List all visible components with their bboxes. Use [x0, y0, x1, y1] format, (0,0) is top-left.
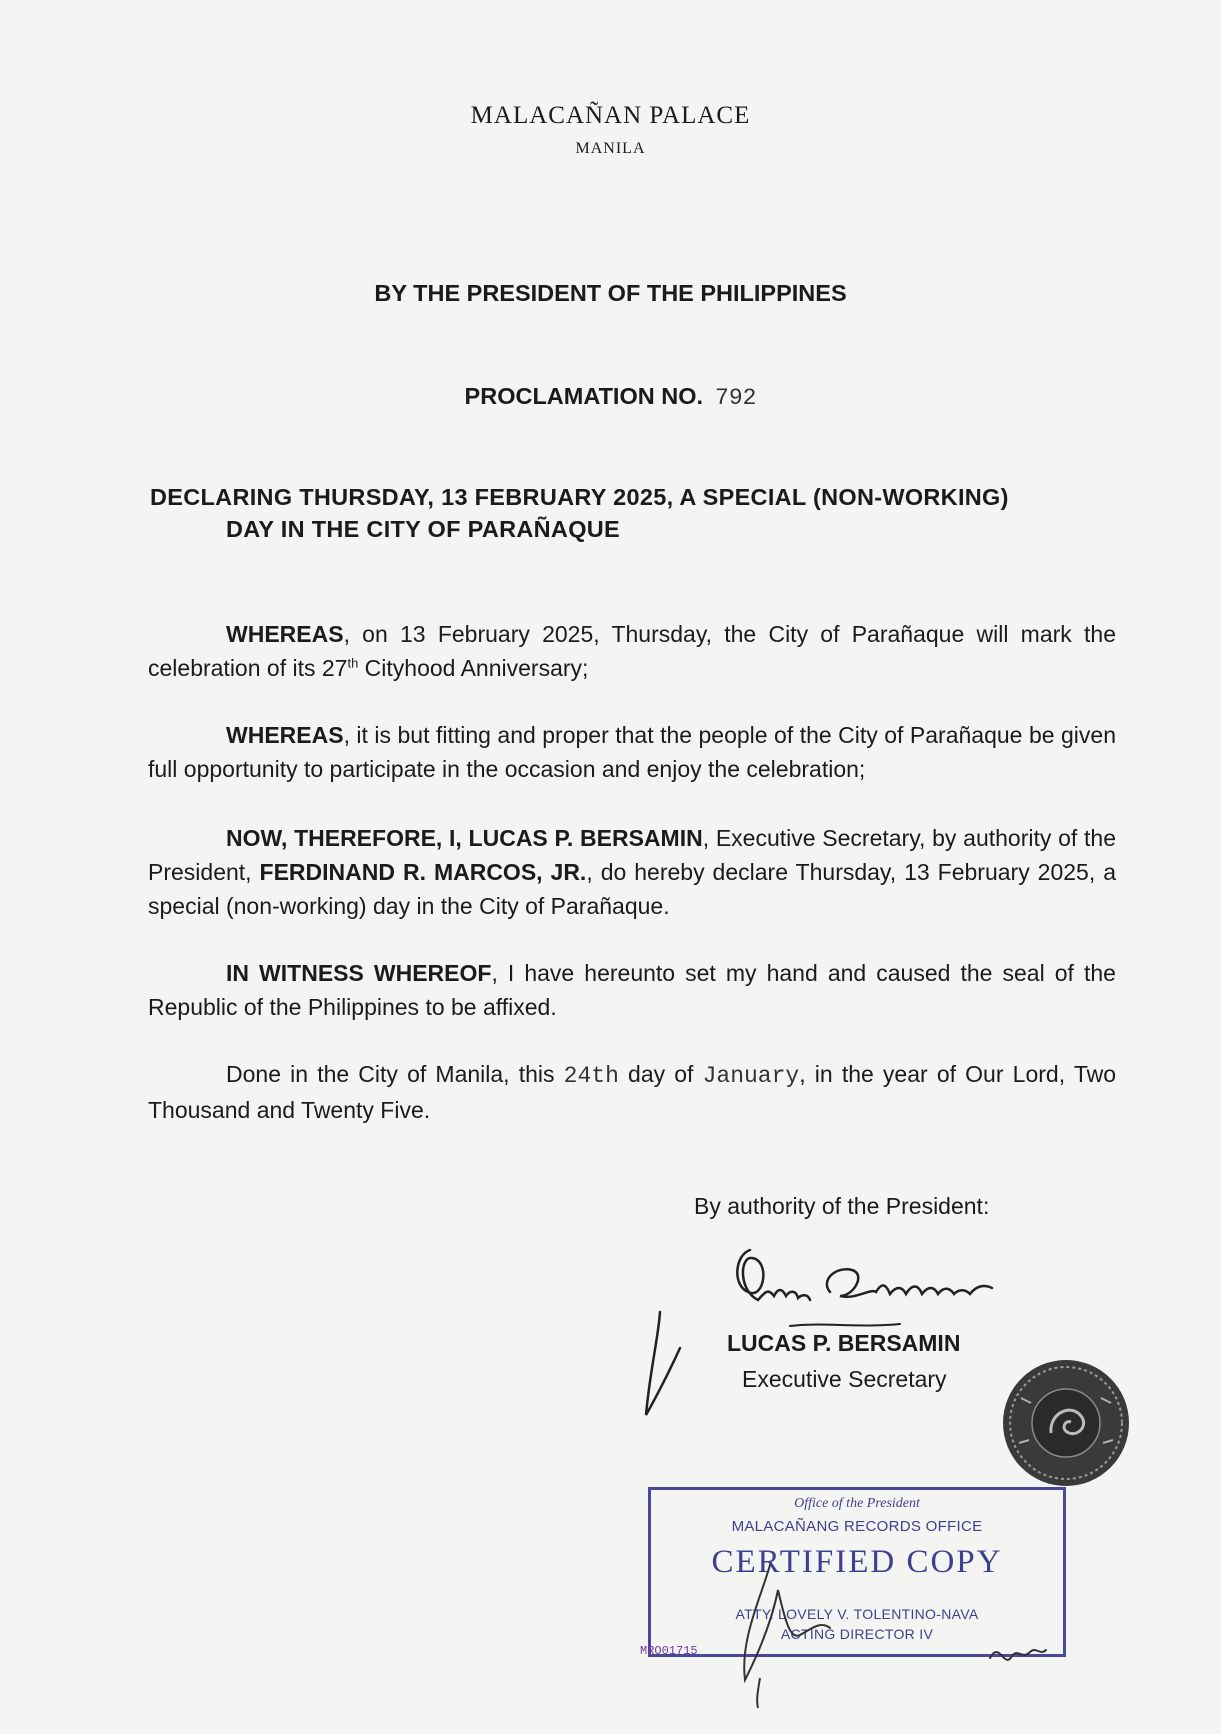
title-line-2: DAY IN THE CITY OF PARAÑAQUE [226, 516, 621, 542]
president-name: FERDINAND R. MARCOS, JR. [259, 859, 587, 885]
signatory-title: Executive Secretary [742, 1366, 947, 1392]
issuer-heading: BY THE PRESIDENT OF THE PHILIPPINES [374, 280, 847, 306]
stamp-certified-copy: CERTIFIED COPY [711, 1544, 1003, 1580]
proclamation-number-line [0, 383, 1221, 411]
stamp-officer-title: ACTING DIRECTOR IV [780, 1626, 934, 1642]
stamp-records-office: MALACAÑANG RECORDS OFFICE [731, 1518, 983, 1535]
witness-lead: IN WITNESS WHEREOF [226, 960, 492, 986]
paragraph-text: Cityhood Anniversary; [358, 655, 589, 681]
declarant-lead: NOW, THEREFORE, I, LUCAS P. BERSAMIN [226, 825, 703, 851]
ordinal-suffix: th [347, 655, 359, 671]
proclamation-number: 792 [715, 385, 757, 411]
signatory-name: LUCAS P. BERSAMIN [727, 1330, 961, 1356]
palace-heading: MALACAÑAN PALACE [470, 102, 751, 129]
title-line-1: DECLARING THURSDAY, 13 FEBRUARY 2025, A SPECIAL (NON-WORKING) [150, 484, 1009, 510]
whereas-lead: WHEREAS [226, 722, 344, 748]
stamp-signature [700, 1560, 1060, 1710]
paragraph-text: , do hereby declare Thursday, 13 February 2025, a special (non-working) day in the City of Parañaque. [148, 859, 1116, 919]
whereas-paragraph-2 [148, 718, 1116, 786]
month-value: January [702, 1063, 800, 1089]
now-therefore-paragraph [148, 821, 1116, 923]
whereas-lead: WHEREAS [226, 621, 344, 647]
paragraph-text: day of [618, 1061, 703, 1087]
stamp-officer: ATTY. LOVELY V. TOLENTINO-NAVA [735, 1606, 979, 1622]
paragraph-text: , it is but fitting and proper that the people of the City of Parañaque be given full opportunity to participate in the occasion and enjoy the celebration; [148, 722, 1116, 782]
paragraph-text: , I have hereunto set my hand and caused the seal of the Republic of the Philippines to be affixed. [148, 960, 1116, 1020]
day-value: 24th [563, 1063, 619, 1089]
city-subheading: MANILA [575, 140, 646, 157]
paragraph-text: Done in the City of Manila, this [226, 1061, 564, 1087]
by-authority-line: By authority of the President: [694, 1193, 990, 1219]
stamp-code: MRO01715 [640, 1644, 698, 1658]
stamp-office: Office of the President [794, 1496, 920, 1511]
done-paragraph [148, 1057, 1116, 1127]
witness-paragraph [148, 956, 1116, 1024]
proclamation-label: PROCLAMATION NO. [464, 383, 704, 409]
whereas-paragraph-1 [148, 617, 1116, 685]
paragraph-text: , Executive Secretary, by authority of the President, [148, 825, 1117, 885]
paragraph-text: , on 13 February 2025, Thursday, the City of Parañaque will mark the celebration of its 27 [148, 621, 1116, 681]
paragraph-text: , in the year of Our Lord, Two Thousand and Twenty Five. [148, 1061, 1116, 1123]
official-seal-icon [1001, 1358, 1131, 1488]
